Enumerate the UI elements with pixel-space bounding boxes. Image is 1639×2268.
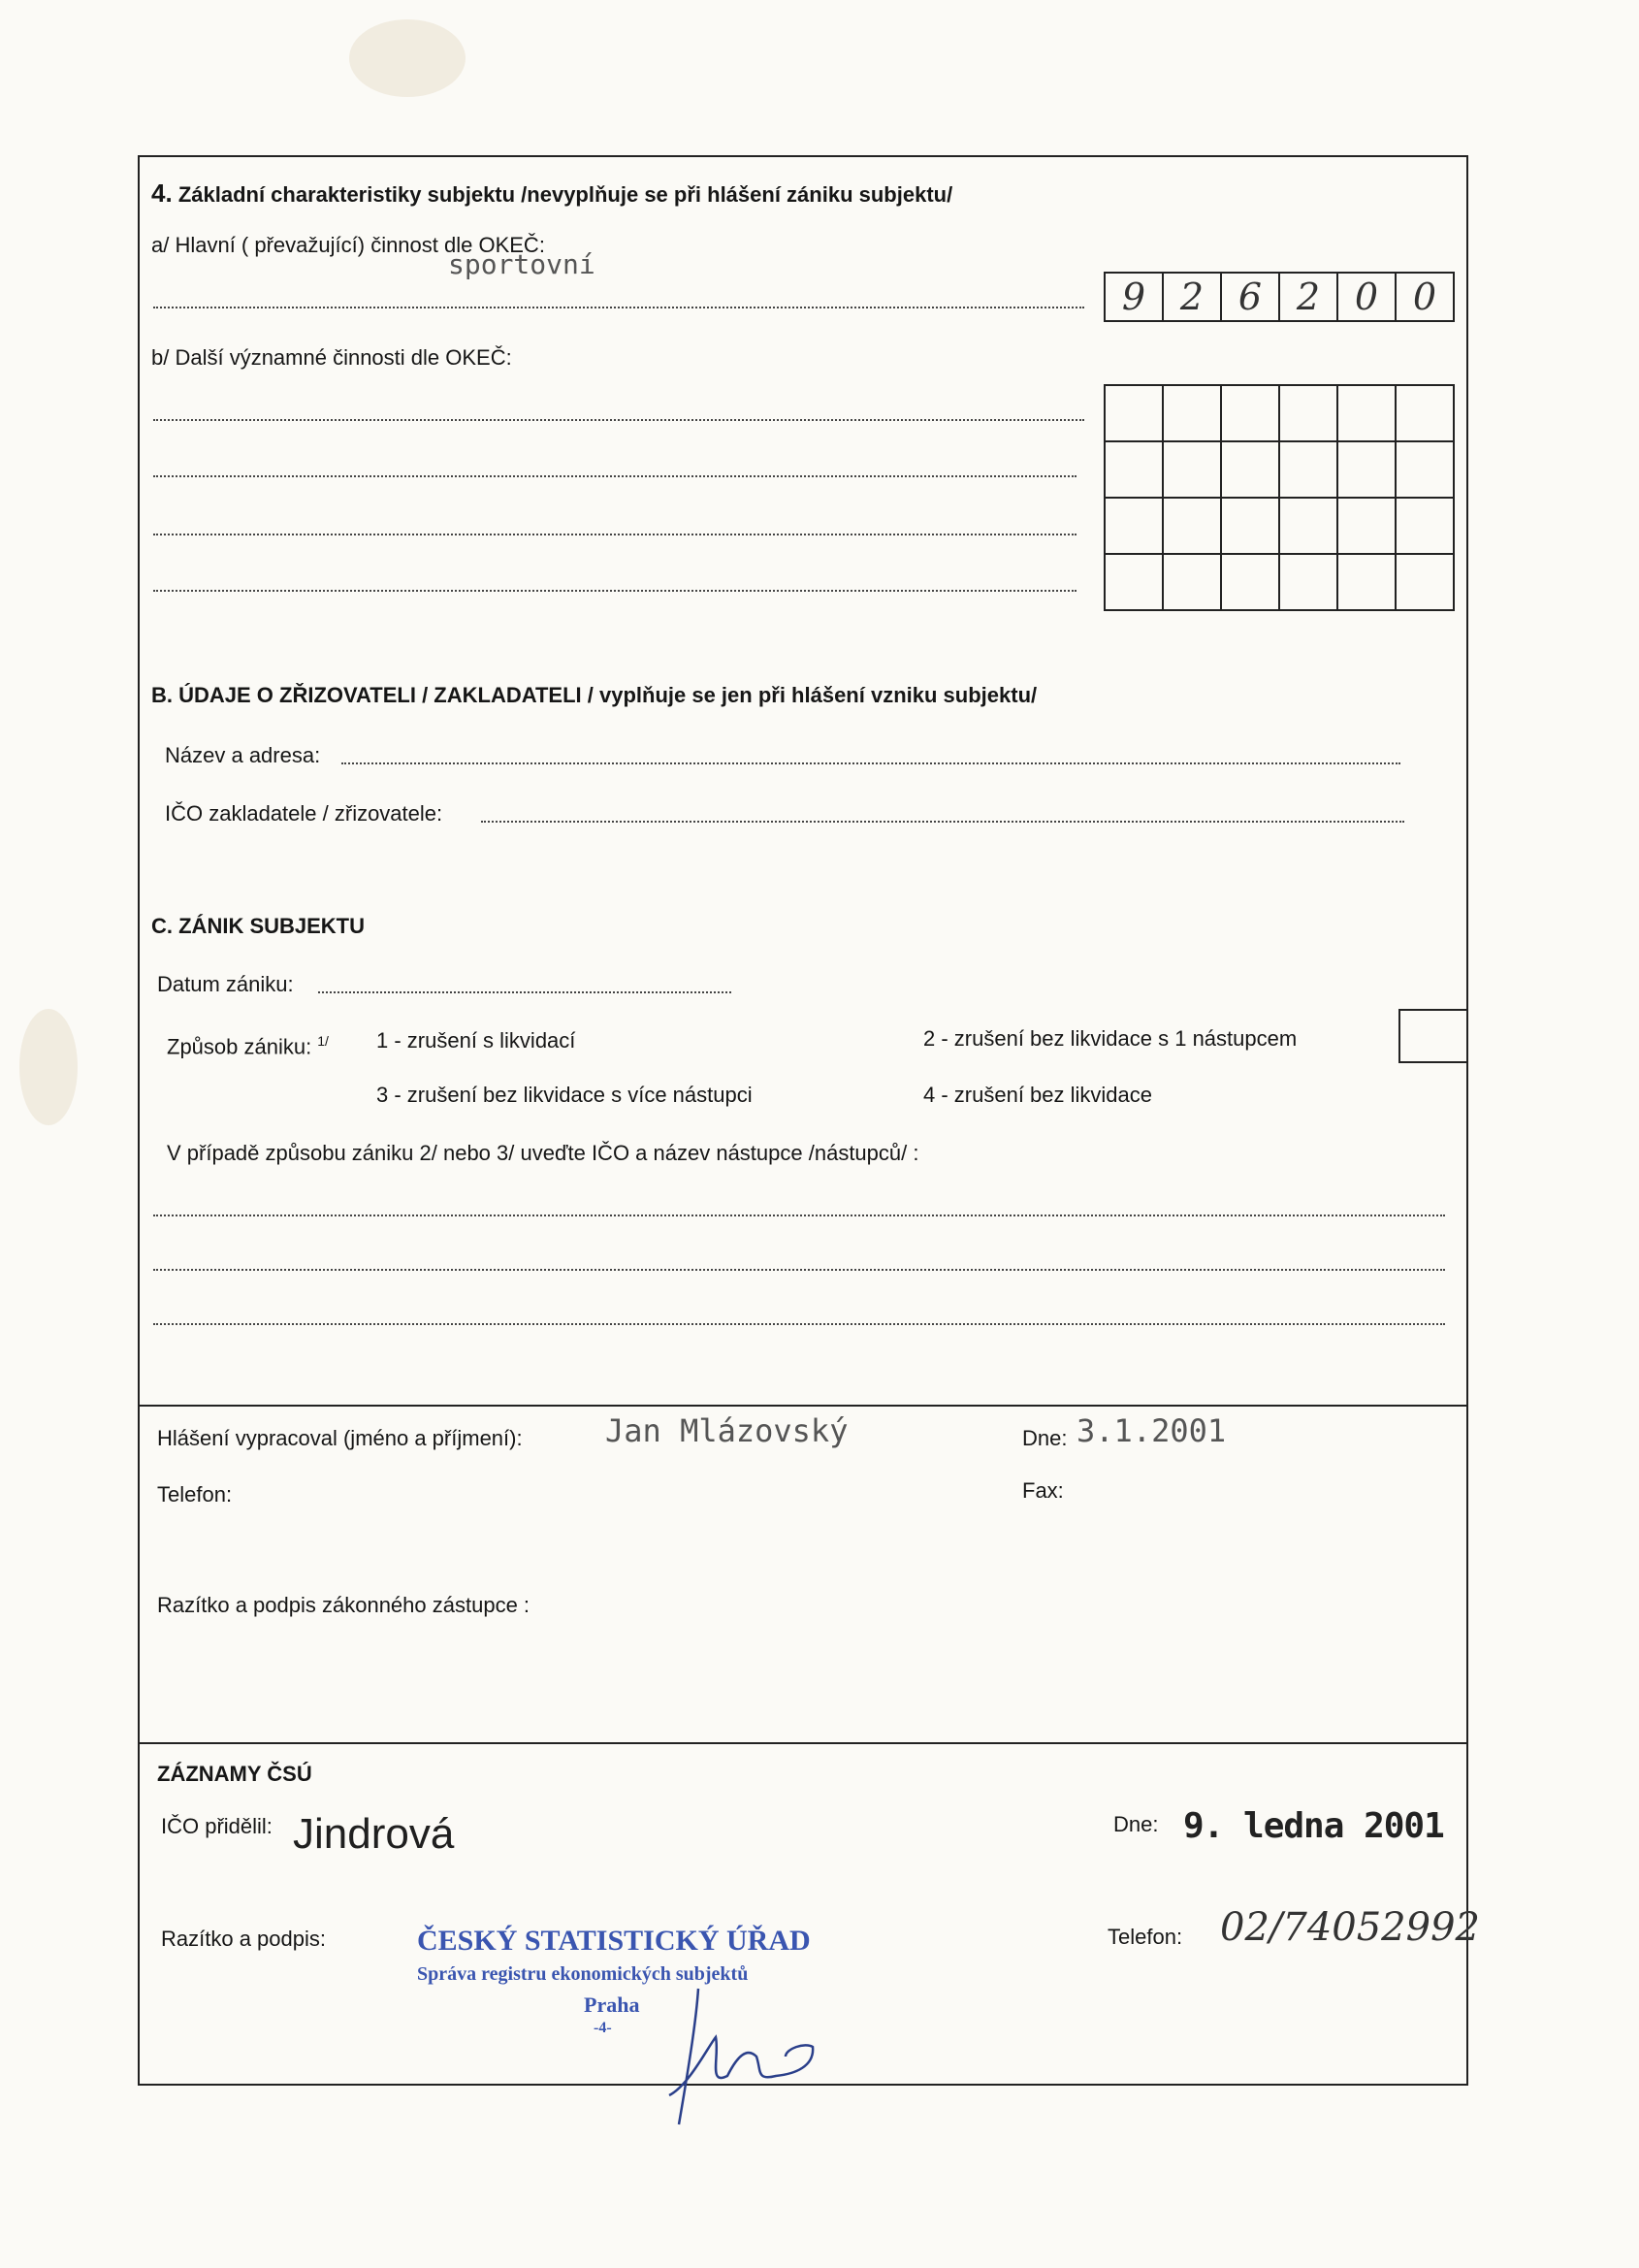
grid-cell[interactable] [1337,554,1396,610]
termination-date-label: Datum zániku: [157,972,294,996]
section-divider [138,1405,1468,1407]
section4-title [151,180,952,208]
main-activity-value: sportovní [448,248,595,280]
csu-stamp-line1: ČESKÝ STATISTICKÝ ÚŘAD [417,1925,811,1957]
code-digit-cell[interactable]: 2 [1163,273,1221,321]
termination-method-label [167,1028,329,1059]
other-activity-line[interactable] [153,534,1077,535]
main-activity-label: a/ Hlavní ( převažující) činnost dle OKEČ: [151,233,545,257]
csu-ico-value: Jindrová [293,1810,455,1858]
paper-stain [19,1009,78,1125]
successor-line[interactable] [153,1269,1445,1271]
csu-ico-label: IČO přidělil: [161,1814,273,1838]
section4-title-text: Základní charakteristiky subjektu /nevyplňuje se při hlášení zániku subjektu/ [177,182,953,207]
grid-cell[interactable] [1221,441,1279,498]
grid-cell[interactable] [1337,498,1396,554]
grid-cell[interactable] [1337,441,1396,498]
csu-phone-value: 02/74052992 [1220,1905,1480,1950]
successor-line[interactable] [153,1215,1445,1216]
grid-cell[interactable] [1396,498,1454,554]
termination-date-line[interactable] [318,991,731,993]
grid-cell[interactable] [1221,498,1279,554]
code-digit-cell[interactable]: 6 [1221,273,1279,321]
grid-cell[interactable] [1105,441,1163,498]
paper-stain [349,19,466,97]
grid-cell[interactable] [1221,385,1279,441]
grid-cell[interactable] [1279,441,1337,498]
sectionB-title: B. ÚDAJE O ZŘIZOVATELI / ZAKLADATELI / vyplňuje se jen při hlášení vzniku subjektu/ [151,683,1038,707]
code-digit-cell[interactable]: 0 [1337,273,1396,321]
csu-stamp-line4: -4- [594,2020,612,2036]
other-activity-line[interactable] [153,419,1084,421]
prepared-by-value[interactable]: Jan Mlázovský [605,1412,849,1449]
successor-line[interactable] [153,1323,1445,1325]
legal-rep-stamp-label: Razítko a podpis zákonného zástupce : [157,1593,530,1617]
termination-option-3: 3 - zrušení bez likvidace s více nástupci [376,1083,753,1107]
csu-date-label: Dne: [1113,1812,1159,1836]
code-digit-cell[interactable]: 9 [1105,273,1163,321]
report-date-value[interactable]: 3.1.2001 [1077,1412,1227,1449]
grid-cell[interactable] [1396,554,1454,610]
report-date-label: Dne: [1022,1426,1068,1450]
csu-phone-label: Telefon: [1108,1925,1183,1949]
code-digit-cell[interactable]: 0 [1396,273,1454,321]
grid-cell[interactable] [1337,385,1396,441]
sectionC-title: C. ZÁNIK SUBJEKTU [151,914,366,938]
grid-cell[interactable] [1221,554,1279,610]
other-activity-line[interactable] [153,590,1077,592]
csu-stamp-line3: Praha [584,1993,640,2017]
section4-number: 4. [151,178,173,208]
grid-cell[interactable] [1396,441,1454,498]
other-activity-line[interactable] [153,475,1077,477]
grid-cell[interactable] [1105,385,1163,441]
termination-method-text: Způsob zániku: [167,1034,312,1059]
report-fax-label: Fax: [1022,1478,1064,1503]
grid-cell[interactable] [1279,385,1337,441]
prepared-by-label: Hlášení vypracoval (jméno a příjmení): [157,1426,523,1450]
other-activities-label: b/ Další významné činnosti dle OKEČ: [151,345,512,370]
code-digit-cell[interactable]: 2 [1279,273,1337,321]
grid-cell[interactable] [1279,554,1337,610]
grid-cell[interactable] [1163,441,1221,498]
termination-option-2: 2 - zrušení bez likvidace s 1 nástupcem [923,1026,1298,1051]
termination-option-1: 1 - zrušení s likvidací [376,1028,576,1053]
name-address-line[interactable] [341,762,1400,764]
founder-ico-line[interactable] [481,821,1404,823]
grid-cell[interactable] [1163,385,1221,441]
grid-cell[interactable] [1163,498,1221,554]
termination-method-checkbox[interactable] [1398,1009,1468,1063]
other-activities-code-grid [1104,384,1455,611]
name-address-label: Název a adresa: [165,743,321,767]
grid-cell[interactable] [1396,385,1454,441]
grid-cell[interactable] [1279,498,1337,554]
handwritten-signature [640,1979,834,2134]
grid-cell[interactable] [1163,554,1221,610]
main-activity-line [153,307,1084,308]
grid-cell[interactable] [1105,498,1163,554]
csu-title: ZÁZNAMY ČSÚ [157,1762,312,1786]
termination-option-4: 4 - zrušení bez likvidace [923,1083,1152,1107]
footnote-mark: 1/ [317,1033,329,1049]
section-divider [138,1742,1468,1744]
csu-date-value: 9. ledna 2001 [1183,1806,1444,1846]
report-phone-label: Telefon: [157,1482,233,1507]
founder-ico-label: IČO zakladatele / zřizovatele: [165,801,443,826]
successor-note: V případě způsobu zániku 2/ nebo 3/ uveďte IČO a název nástupce /nástupců/ : [167,1141,919,1165]
csu-stamp-line2: Správa registru ekonomických subjektů [417,1963,749,1985]
csu-stamp-sign-label: Razítko a podpis: [161,1927,326,1951]
main-activity-code-grid [1104,272,1455,322]
grid-cell[interactable] [1105,554,1163,610]
